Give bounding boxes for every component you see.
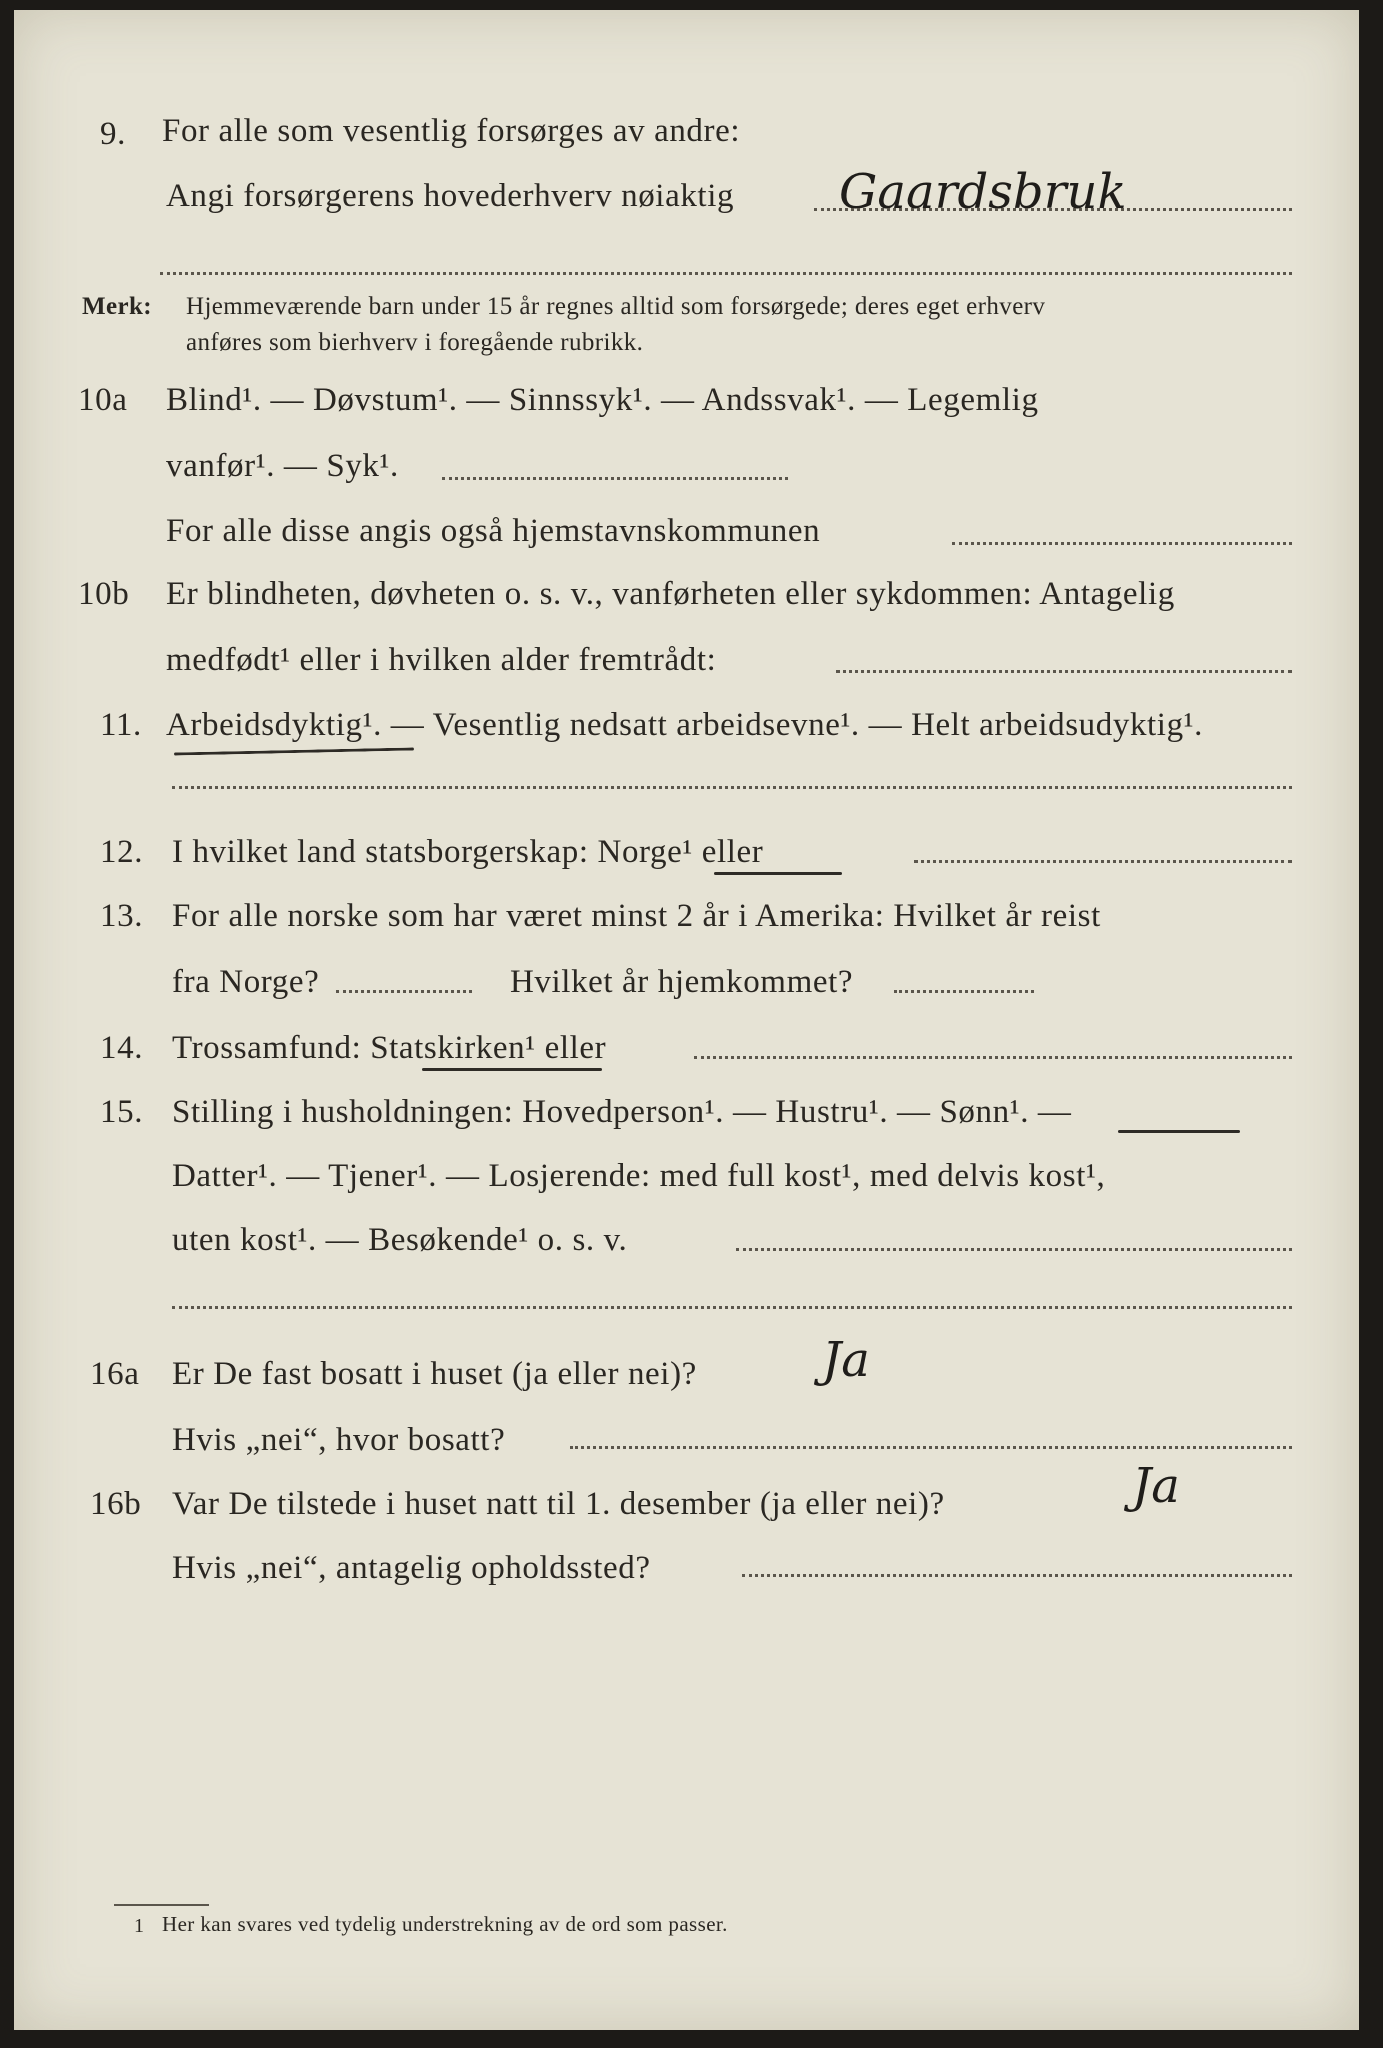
- q16b-opholdssted-line: [742, 1574, 1292, 1577]
- q13-reist-line: [336, 990, 472, 993]
- q13-hjemkommet-line: [894, 990, 1034, 993]
- q14-number: 14.: [100, 1030, 144, 1066]
- merk-line2: anføres som bierhverv i foregående rubrikk.: [186, 329, 644, 356]
- q16b-handwritten-answer: Ja: [1132, 1458, 1180, 1514]
- q15-underline-sonn: [1118, 1130, 1240, 1133]
- q9-extra-line: [160, 272, 1292, 275]
- q14-line1: Trossamfund: Statskirken¹ eller: [172, 1030, 607, 1066]
- q14-answer-line: [694, 1056, 1292, 1059]
- q13-line1: For alle norske som har været minst 2 år i Amerika: Hvilket år reist: [172, 898, 1101, 934]
- merk-label: Merk:: [82, 293, 153, 320]
- q12-underline-norge: [714, 872, 842, 875]
- q15-answer-line: [736, 1248, 1292, 1251]
- q12-answer-line: [914, 860, 1292, 863]
- q13-line2b: Hvilket år hjemkommet?: [510, 964, 854, 1000]
- q10a-line2: vanfør¹. — Syk¹.: [166, 448, 399, 484]
- q16a-bosatt-line: [570, 1446, 1292, 1449]
- q13-number: 13.: [100, 898, 144, 934]
- q16a-line1: Er De fast bosatt i huset (ja eller nei)?: [172, 1356, 697, 1392]
- q9-number: 9.: [100, 116, 126, 152]
- q10a-line1: Blind¹. — Døvstum¹. — Sinnssyk¹. — Andssvak¹. — Legemlig: [166, 382, 1039, 418]
- q14-underline-statskirken: [422, 1068, 602, 1071]
- merk-line1: Hjemmeværende barn under 15 år regnes alltid som forsørgede; deres eget erhverv: [186, 293, 1046, 320]
- q16b-line2: Hvis „nei“, antagelig opholdssted?: [172, 1550, 651, 1586]
- q9-line1: For alle som vesentlig forsørges av andre:: [162, 113, 741, 149]
- q16a-line2: Hvis „nei“, hvor bosatt?: [172, 1422, 506, 1458]
- q9-answer-line: [814, 208, 1292, 211]
- q9-line2: Angi forsørgerens hovederhverv nøiaktig: [166, 178, 735, 214]
- q10b-line1: Er blindheten, døvheten o. s. v., vanførheten eller sykdommen: Antagelig: [166, 576, 1175, 612]
- q16a-number: 16a: [90, 1356, 140, 1392]
- footnote-mark: 1: [134, 1915, 145, 1937]
- q15-line1: Stilling i husholdningen: Hovedperson¹. — Hustru¹. — Sønn¹. —: [172, 1094, 1072, 1130]
- q11-extra-line: [172, 786, 1292, 789]
- q10a-number: 10a: [78, 382, 128, 418]
- q10b-line2: medfødt¹ eller i hvilken alder fremtrådt:: [166, 642, 717, 678]
- q10a-answer-line: [442, 477, 788, 480]
- q10a-line3: For alle disse angis også hjemstavnskommunen: [166, 513, 821, 549]
- q11-line1: Arbeidsdyktig¹. — Vesentlig nedsatt arbeidsevne¹. — Helt arbeidsudyktig¹.: [166, 707, 1204, 743]
- q15-line3: uten kost¹. — Besøkende¹ o. s. v.: [172, 1222, 628, 1258]
- q15-extra-line: [172, 1306, 1292, 1309]
- footnote-rule: [114, 1904, 209, 1906]
- q11-number: 11.: [100, 707, 142, 743]
- q10b-number: 10b: [78, 576, 130, 612]
- q13-line2a: fra Norge?: [172, 964, 320, 1000]
- q16b-line1: Var De tilstede i huset natt til 1. desember (ja eller nei)?: [172, 1486, 945, 1522]
- q10b-answer-line: [836, 670, 1292, 673]
- q16a-handwritten-answer: Ja: [822, 1332, 870, 1388]
- q16b-number: 16b: [90, 1486, 142, 1522]
- q12-number: 12.: [100, 834, 144, 870]
- q10a-kommune-line: [952, 542, 1292, 545]
- footnote-text: Her kan svares ved tydelig understrekning av de ord som passer.: [162, 1912, 728, 1936]
- q12-line1: I hvilket land statsborgerskap: Norge¹ eller: [172, 834, 764, 870]
- census-form-page: [14, 10, 1359, 2030]
- q11-underline-arbeidsdyktig: [174, 747, 414, 755]
- q9-handwritten-answer: Gaardsbruk: [839, 164, 1127, 220]
- q15-line2: Datter¹. — Tjener¹. — Losjerende: med full kost¹, med delvis kost¹,: [172, 1158, 1106, 1194]
- q15-number: 15.: [100, 1094, 144, 1130]
